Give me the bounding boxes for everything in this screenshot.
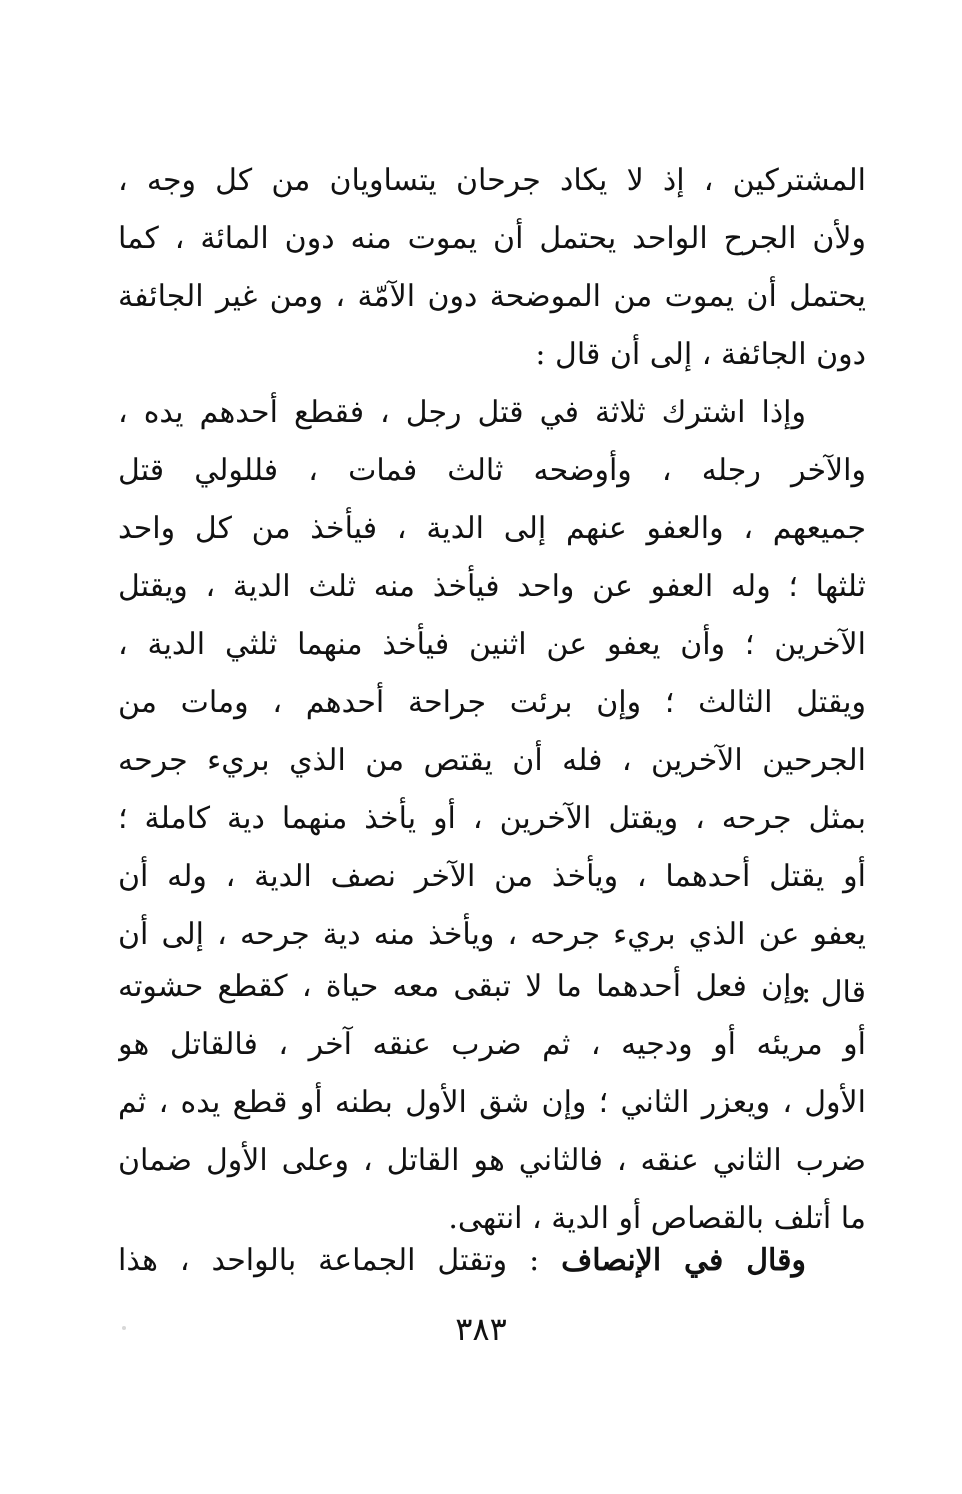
- paragraph-2: [118, 384, 866, 1022]
- text-line: ولأن الجرح الواحد يحتمل أن يموت منه دون المائة ، كما: [118, 221, 866, 256]
- text-line: ما أتلف بالقصاص أو الدية ، انتهى.: [448, 1201, 866, 1236]
- text-line: دون الجائفة ، إلى أن قال :: [535, 337, 866, 372]
- text-line: يعفو عن الذي بريء جرحه ، ويأخذ منه دية جرحه ، إلى أن: [118, 917, 866, 952]
- text-line: والآخر رجله ، وأوضحه ثالث فمات ، فللولي قتل: [118, 453, 866, 488]
- text-line: يحتمل أن يموت من الموضحة دون الآمّة ، ومن غير الجائفة: [118, 279, 866, 314]
- text-line: الجرحين الآخرين ، فله أن يقتص من الذي بريء جرحه: [118, 743, 866, 778]
- text-line: الآخرين ؛ وأن يعفو عن اثنين فيأخذ منهما ثلثي الدية ،: [118, 627, 866, 662]
- paragraph-4: [118, 1232, 866, 1290]
- source-title: وقال في الإنصاف: [561, 1243, 806, 1278]
- paragraph-3: [118, 958, 866, 1248]
- text-line: أو مريئه أو ودجيه ، ثم ضرب عنقه آخر ، فالقاتل هو: [118, 1027, 866, 1062]
- text-line: وإذا اشترك ثلاثة في قتل رجل ، فقطع أحدهم يده ،: [118, 395, 806, 430]
- paragraph-1: [118, 152, 866, 384]
- text-line: ويقتل الثالث ؛ وإن برئت جراحة أحدهم ، ومات من: [118, 685, 866, 720]
- text-line: [118, 1232, 866, 1290]
- page-number: ٣٨٣: [455, 1310, 507, 1348]
- text-line: جميعهم ، والعفو عنهم إلى الدية ، فيأخذ من كل واحد: [118, 511, 866, 546]
- text-line: ضرب الثاني عنقه ، فالثاني هو القاتل ، وعلى الأول ضمان: [118, 1143, 866, 1178]
- text-line: أو يقتل أحدهما ، ويأخذ من الآخر نصف الدية ، وله أن: [118, 859, 866, 894]
- text-run: : وتقتل الجماعة بالواحد ، هذا: [118, 1243, 562, 1278]
- text-line: قال :: [801, 975, 866, 1010]
- text-line: ثلثها ؛ وله العفو عن واحد فيأخذ منه ثلث الدية ، ويقتل: [118, 569, 866, 604]
- text-line: بمثل جرحه ، ويقتل الآخرين ، أو يأخذ منهما دية كاملة ؛: [118, 801, 866, 836]
- text-line: وإن فعل أحدهما ما لا تبقى معه حياة ، كقطع حشوته: [118, 969, 806, 1004]
- text-line: الأول ، ويعزر الثاني ؛ وإن شق الأول بطنه أو قطع يده ، ثم: [118, 1085, 866, 1120]
- text-line: المشتركين ، إذ لا يكاد جرحان يتساويان من كل وجه ،: [118, 163, 866, 198]
